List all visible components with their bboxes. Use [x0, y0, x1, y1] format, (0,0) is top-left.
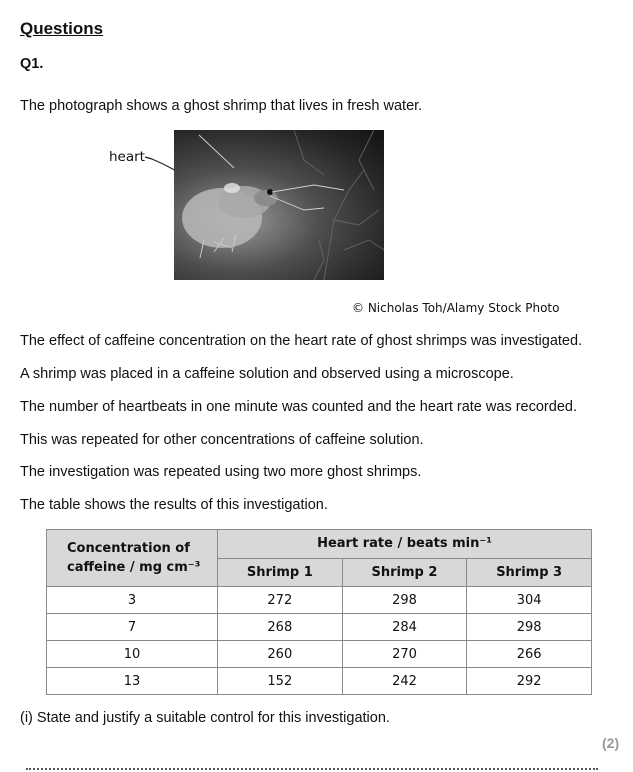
table-cell: 242: [342, 668, 467, 695]
heart-rate-header: Heart rate / beats min⁻¹: [218, 530, 592, 559]
table-cell: 270: [342, 641, 467, 668]
question-part-i: (i) State and justify a suitable control for this investigation.: [20, 710, 390, 726]
shrimp-2-header: Shrimp 2: [342, 558, 467, 587]
table-cell: 272: [218, 587, 343, 614]
shrimp-3-header: Shrimp 3: [467, 558, 592, 587]
table-cell: 298: [342, 587, 467, 614]
table-cell: 268: [218, 614, 343, 641]
paragraph: The effect of caffeine concentration on the heart rate of ghost shrimps was investigated.: [20, 333, 583, 349]
shrimp-1-header: Shrimp 1: [218, 558, 343, 587]
paragraph: This was repeated for other concentrations of caffeine solution.: [20, 432, 424, 448]
intro-text: The photograph shows a ghost shrimp that lives in fresh water.: [20, 98, 423, 114]
table-cell: 298: [467, 614, 592, 641]
table-row: [47, 587, 592, 614]
paragraph: The table shows the results of this investigation.: [20, 497, 328, 513]
table-row: [47, 668, 592, 695]
paragraph: A shrimp was placed in a caffeine solution and observed using a microscope.: [20, 366, 514, 382]
table-cell: 13: [47, 668, 218, 695]
table-cell: 260: [218, 641, 343, 668]
marks-indicator: (2): [602, 735, 620, 751]
concentration-header-line1: Concentration of: [67, 541, 190, 556]
concentration-header-line2: caffeine / mg cm⁻³: [67, 560, 201, 575]
photo-credit: © Nicholas Toh/Alamy Stock Photo: [352, 301, 560, 315]
answer-line[interactable]: [26, 768, 598, 770]
table-cell: 266: [467, 641, 592, 668]
question-number: Q1.: [20, 56, 44, 72]
table-cell: 7: [47, 614, 218, 641]
table-row: [47, 641, 592, 668]
table-cell: 10: [47, 641, 218, 668]
concentration-header: [47, 530, 218, 587]
heart-label: heart: [109, 149, 145, 165]
page-heading: Questions: [20, 19, 104, 38]
table-row: [47, 614, 592, 641]
shrimp-photo: [174, 130, 384, 280]
paragraph: The investigation was repeated using two more ghost shrimps.: [20, 464, 422, 480]
table-cell: 292: [467, 668, 592, 695]
table-cell: 304: [467, 587, 592, 614]
table-cell: 152: [218, 668, 343, 695]
table-cell: 3: [47, 587, 218, 614]
table-cell: 284: [342, 614, 467, 641]
paragraph: The number of heartbeats in one minute was counted and the heart rate was recorded.: [20, 399, 577, 415]
results-table: [46, 529, 592, 695]
